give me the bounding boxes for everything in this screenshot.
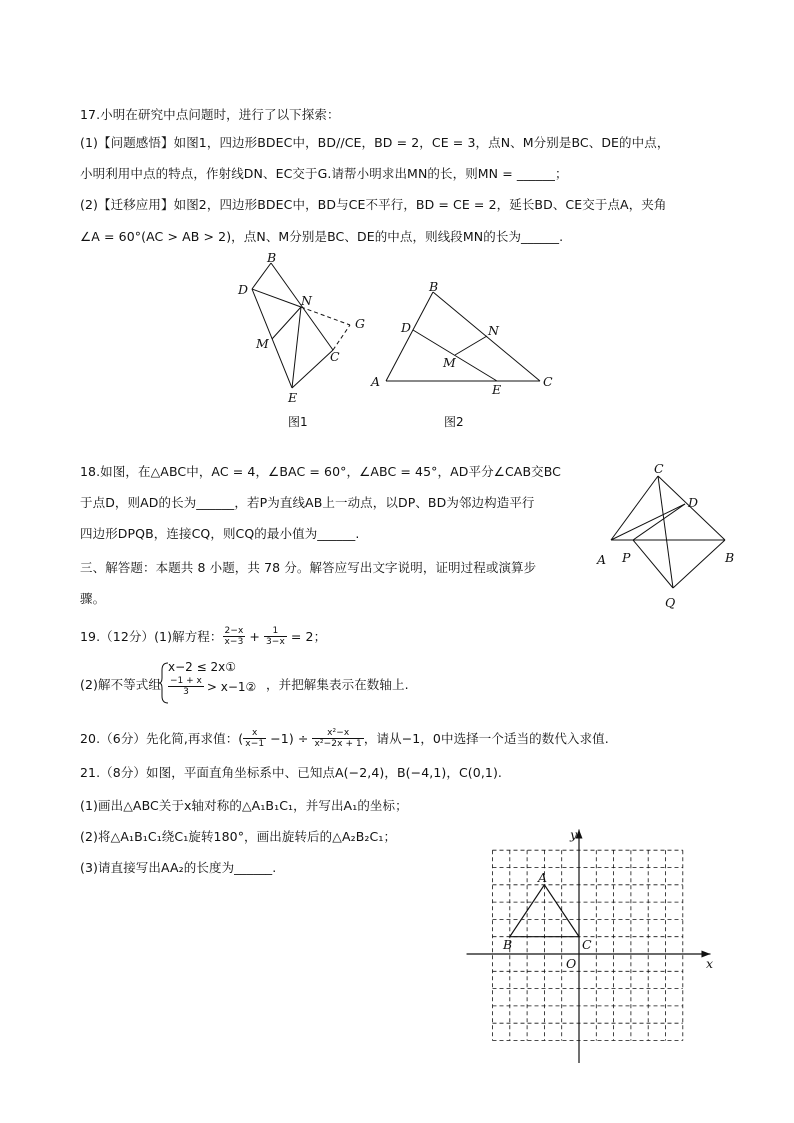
fig1-segment-bd xyxy=(252,263,271,289)
fig1-segment-ec xyxy=(292,350,333,388)
fig2-label-d: D xyxy=(401,320,412,335)
q21-line1: 21.（8分）如图，平面直角坐标系中、已知点A(−2,4)，B(−4,1)，C(0,1). xyxy=(80,765,503,780)
q20-fraction-2 xyxy=(312,728,363,749)
fig1-label-b: B xyxy=(267,250,277,265)
q18-label-q: Q xyxy=(665,595,676,610)
fig2-label-b: B xyxy=(429,279,439,294)
q19-part1 xyxy=(80,626,326,647)
q21-axis-label-y: y xyxy=(570,827,578,842)
q20-prefix: 20.（6分）先化简,再求值：( xyxy=(80,730,244,746)
q17-part2-line1: (2)【迁移应用】如图2，四边形BDEC中，BD与CE不平行，BD = CE = 2，延长BD、CE交于点A，夹角 xyxy=(80,197,667,212)
q17-part1-line2: 小明利用中点的特点，作射线DN、EC交于G.请帮小明求出MN的长，则MN = ______； xyxy=(80,166,568,181)
fig1-caption: 图1 xyxy=(288,415,308,429)
fig2-label-c: C xyxy=(543,374,553,389)
q21-origin-label: O xyxy=(566,956,577,971)
fig1-label-e: E xyxy=(288,390,298,405)
q20-mid: −1) ÷ xyxy=(270,730,309,746)
q19-ineq2-numerator: −1 + x xyxy=(170,676,202,686)
q18-line3: 四边形DPQB，连接CQ，则CQ的最小值为______. xyxy=(80,526,360,541)
fig2-label-e: E xyxy=(492,382,502,397)
q21-point-label-a: A xyxy=(538,870,548,885)
q18-segment-pd xyxy=(633,504,685,540)
fig1-label-c: C xyxy=(330,349,340,364)
q18-segment-cq xyxy=(658,476,673,588)
q21-line4: (3)请直接写出AA₂的长度为______. xyxy=(80,860,277,875)
q20-frac1-numerator: x xyxy=(243,728,266,739)
fig1-ray-cg-dashed xyxy=(333,325,350,350)
section3-line1: 三、解答题：本题共 8 小题，共 78 分。解答应写出文字说明，证明过程或演算步 xyxy=(80,560,537,575)
q19-part2-prefix: (2)解不等式组 xyxy=(80,677,162,692)
q18-segment-pq xyxy=(633,540,673,588)
fig2-caption: 图2 xyxy=(444,415,464,429)
q20-frac2-denominator: x²−2x + 1 xyxy=(314,739,362,749)
q19-plus: + xyxy=(249,628,260,644)
q19-part2-suffix: ，并把解集表示在数轴上. xyxy=(266,677,409,692)
fig2-label-m: M xyxy=(443,355,456,370)
q18-label-c: C xyxy=(654,461,664,476)
q17-part1-line1: (1)【问题感悟】如图1，四边形BDEC中，BD//CE，BD = 2，CE = 3，点N、M分别是BC、DE的中点， xyxy=(80,135,670,150)
fig1-segment-mn xyxy=(272,307,301,339)
q19-suffix: = 2； xyxy=(290,628,327,644)
q19-prefix: 19.（12分）(1)解方程： xyxy=(80,628,223,644)
q19-ineq2-fraction xyxy=(168,676,204,697)
q19-frac1-denominator: x−3 xyxy=(224,637,244,647)
q20-frac2-numerator: x²−x xyxy=(312,728,363,739)
q19-frac2-numerator: 1 xyxy=(264,626,287,637)
q21-axis-label-x: x xyxy=(706,956,714,971)
q21-point-label-b: B xyxy=(503,937,513,952)
fig1-label-m: M xyxy=(256,336,269,351)
q20-frac1-denominator: x−1 xyxy=(245,739,265,749)
fig1-segment-dn xyxy=(252,289,301,307)
fig1-label-n: N xyxy=(301,293,312,308)
q19-frac1-numerator: 2−x xyxy=(224,626,244,636)
q19-ineq2-denominator: 3 xyxy=(183,687,189,697)
q18-segment-qb xyxy=(673,540,725,588)
q18-label-d: D xyxy=(688,495,699,510)
q17-title: 17.小明在研究中点问题时，进行了以下探索： xyxy=(80,107,340,122)
fig2-label-n: N xyxy=(488,323,499,338)
fig1-label-g: G xyxy=(355,316,365,331)
q19-fraction-1 xyxy=(223,626,246,647)
q18-label-a: A xyxy=(597,552,607,567)
q19-frac2-denominator: 3−x xyxy=(265,637,285,647)
fig1-ray-ng-dashed xyxy=(301,307,350,325)
q21-line2: (1)画出△ABC关于x轴对称的△A₁B₁C₁，并写出A₁的坐标； xyxy=(80,798,408,813)
q20-line xyxy=(80,728,609,749)
section3-line2: 骤。 xyxy=(80,591,106,606)
q18-segment-ac xyxy=(611,476,658,540)
q18-label-b: B xyxy=(725,550,735,565)
fig1-label-d: D xyxy=(238,282,249,297)
q21-line3: (2)将△A₁B₁C₁绕C₁旋转180°，画出旋转后的△A₂B₂C₁； xyxy=(80,829,397,844)
q18-line2: 于点D，则AD的长为______，若P为直线AB上一动点，以DP、BD为邻边构造平行 xyxy=(80,495,535,510)
q18-line1: 18.如图，在△ABC中，AC = 4，∠BAC = 60°，∠ABC = 45°，AD平分∠CAB交BC xyxy=(80,464,562,479)
fig2-segment-ab xyxy=(386,292,433,381)
q20-fraction-1 xyxy=(243,728,266,749)
q19-ineq2-rest: > x−1② xyxy=(206,679,257,694)
fig2-label-a: A xyxy=(371,374,381,389)
q18-label-p: P xyxy=(622,550,631,565)
q21-point-label-c: C xyxy=(582,937,592,952)
q19-inequality-2 xyxy=(168,676,256,697)
fig2-segment-mn xyxy=(455,336,487,355)
fig1-segment-ne xyxy=(292,307,301,388)
q20-suffix: ，请从−1，0中选择一个适当的数代入求值. xyxy=(363,730,609,746)
q17-part2-line2: ∠A = 60°(AC > AB > 2)，点N、M分别是BC、DE的中点，则线段MN的长为______. xyxy=(80,229,564,244)
q19-inequality-1: x−2 ≤ 2x① xyxy=(168,660,236,674)
q18-segment-ad xyxy=(611,504,685,540)
q19-fraction-2 xyxy=(264,626,287,647)
